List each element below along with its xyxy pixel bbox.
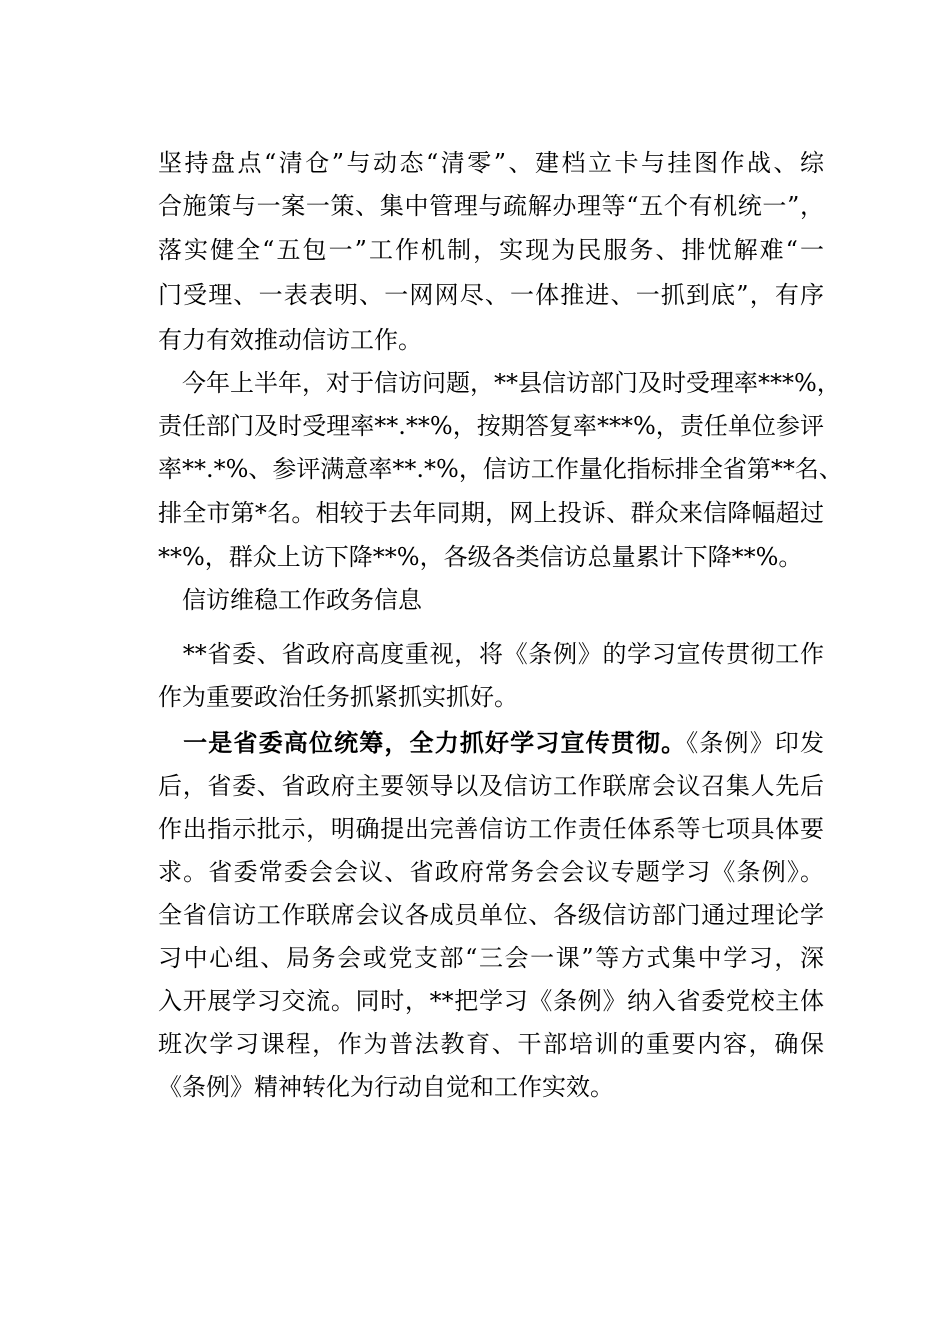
text-line: 后，省委、省政府主要领导以及信访工作联席会议召集人先后 <box>158 772 824 800</box>
text-line: 入开展学习交流。同时，**把学习《条例》纳入省委党校主体 <box>158 987 824 1015</box>
text-line: 作出指示批示，明确提出完善信访工作责任体系等七项具体要 <box>158 815 824 843</box>
text-line: 排全市第*名。相较于去年同期，网上投诉、群众来信降幅超过 <box>158 499 824 527</box>
text-line: 率**.*%、参评满意率**.*%，信访工作量化指标排全省第**名、 <box>158 455 843 483</box>
text-line: 习中心组、局务会或党支部“三会一课”等方式集中学习，深 <box>158 944 824 972</box>
text-line: 全省信访工作联席会议各成员单位、各级信访部门通过理论学 <box>158 901 824 929</box>
text-line: 门受理、一表表明、一网网尽、一体推进、一抓到底”，有序 <box>158 281 824 309</box>
text-line: 《条例》精神转化为行动自觉和工作实效。 <box>158 1073 614 1101</box>
text-line: 班次学习课程，作为普法教育、干部培训的重要内容，确保 <box>158 1030 824 1058</box>
bold-lead: 一是省委高位统筹，全力抓好学习宣传贯彻。 <box>158 728 687 757</box>
text-line: 责任部门及时受理率**.**%，按期答复率***%，责任单位参评 <box>158 412 824 440</box>
section-heading: 信访维稳工作政务信息 <box>158 586 422 614</box>
text-line: 落实健全“五包一”工作机制，实现为民服务、排忧解难“一 <box>158 236 824 264</box>
text-line: 作为重要政治任务抓紧抓实抓好。 <box>158 683 518 711</box>
text-line: 合施策与一案一策、集中管理与疏解办理等“五个有机统一”， <box>158 192 824 220</box>
text-line: 有力有效推动信访工作。 <box>158 326 422 354</box>
lead-rest: 《条例》印发 <box>686 729 825 757</box>
text-line: 求。省委常委会会议、省政府常务会会议专题学习《条例》。 <box>158 858 824 886</box>
text-line: **%，群众上访下降**%，各级各类信访总量累计下降**%。 <box>158 543 803 571</box>
text-line <box>158 728 824 758</box>
text-line: 坚持盘点“清仓”与动态“清零”、建档立卡与挂图作战、综 <box>158 149 824 177</box>
text-line: **省委、省政府高度重视，将《条例》的学习宣传贯彻工作 <box>158 640 824 668</box>
text-line: 今年上半年，对于信访问题，**县信访部门及时受理率***%， <box>158 369 841 397</box>
